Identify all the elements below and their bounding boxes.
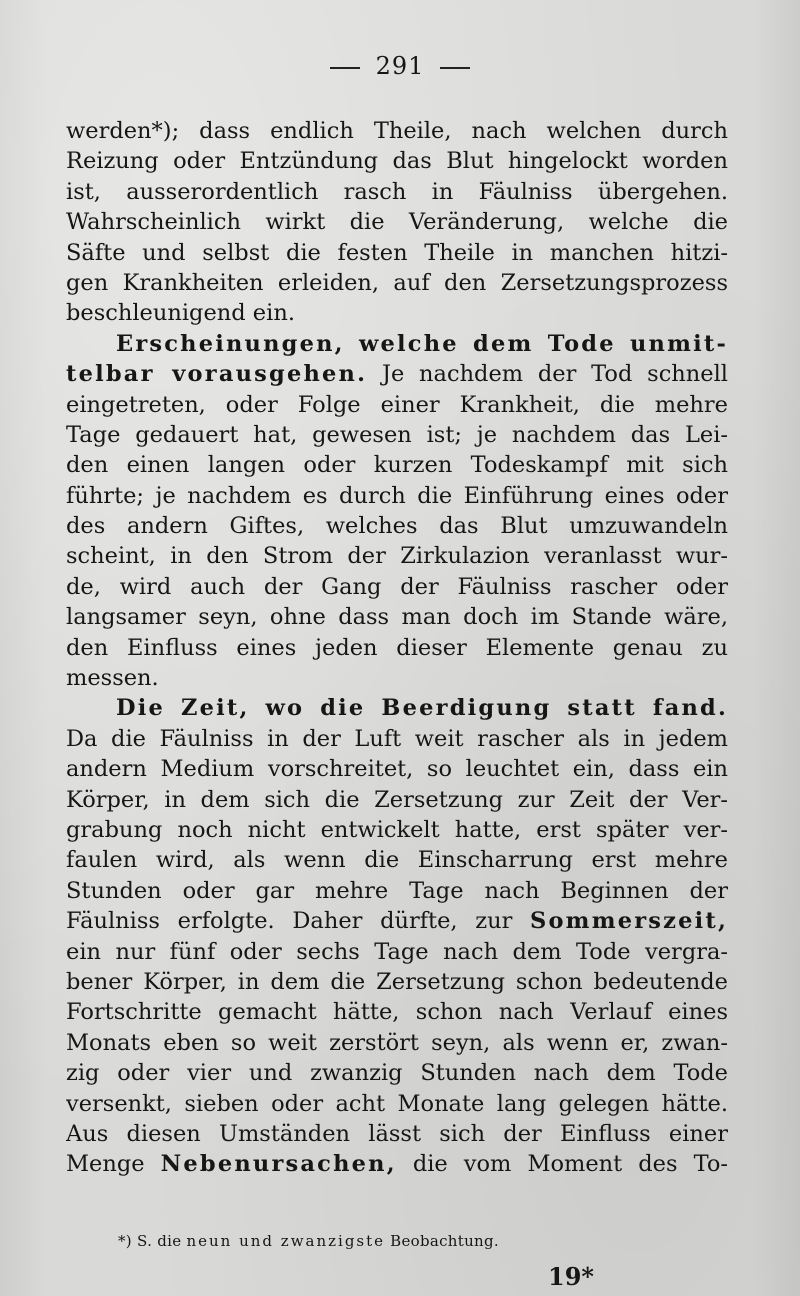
text-line: Tage gedauert hat, gewesen ist; je nachdem das Lei- — [66, 421, 728, 448]
header-dash-right — [440, 67, 470, 69]
text-line: ist, ausserordentlich rasch in Fäulniss übergehen. — [66, 178, 728, 205]
text-run: Menge — [66, 1151, 145, 1178]
text-line: eingetreten, oder Folge einer Krankheit, die mehre — [66, 391, 728, 418]
text-line: Monats eben so weit zerstört seyn, als wenn er, zwan- — [66, 1029, 728, 1056]
text-line: den einen langen oder kurzen Todeskampf mit sich — [66, 452, 728, 479]
text-line — [66, 906, 728, 936]
footnote — [118, 1232, 499, 1250]
printer-signature: 19* — [548, 1262, 594, 1291]
text-run: Fäulniss erfolgte. Daher dürfte, zur — [66, 908, 513, 935]
text-line: andern Medium vorschreitet, so leuchtet ein, dass ein — [66, 756, 728, 783]
footnote-marker: *) — [118, 1232, 132, 1250]
page-number: 291 — [375, 52, 425, 80]
text-line — [66, 693, 728, 723]
text-line: grabung noch nicht entwickelt hatte, erst später ver- — [66, 816, 728, 843]
text-run: die vom Moment des To- — [412, 1151, 728, 1178]
text-line: Stunden oder gar mehre Tage nach Beginnen der — [66, 877, 728, 904]
text-line: führte; je nachdem es durch die Einführung eines oder — [66, 482, 728, 509]
text-line: Wahrscheinlich wirkt die Veränderung, welche die — [66, 209, 728, 236]
text-line — [66, 359, 728, 389]
text-line: messen. — [66, 665, 159, 692]
text-line: Aus diesen Umständen lässt sich der Einfluss einer — [66, 1120, 728, 1147]
footnote-text: S. die — [137, 1232, 182, 1250]
text-line: beschleunigend ein. — [66, 300, 295, 327]
text-line: werden*); dass endlich Theile, nach welchen durch — [66, 118, 728, 144]
text-line: des andern Giftes, welches das Blut umzuwandeln — [66, 513, 728, 540]
footnote-emphasis: neun und zwanzigste — [186, 1232, 386, 1250]
paragraph-2 — [66, 329, 728, 694]
text-line: ein nur fünf oder sechs Tage nach dem Tode vergra- — [66, 938, 728, 965]
page-header — [0, 52, 800, 80]
text-line: den Einfluss eines jeden dieser Elemente genau zu — [66, 634, 728, 661]
text-line: versenkt, sieben oder acht Monate lang gelegen hätte. — [66, 1090, 728, 1117]
section-heading-cont: telbar vorausgehen. — [66, 361, 368, 388]
emphasis-term: Nebenursachen, — [160, 1151, 397, 1178]
text-line: faulen wird, als wenn die Einscharrung erst mehre — [66, 847, 728, 874]
footnote-text-end: Beobachtung. — [390, 1232, 499, 1250]
text-line: gen Krankheiten erleiden, auf den Zersetzungsprozess — [66, 269, 728, 296]
text-line: Fortschritte gemacht hätte, schon nach Verlauf eines — [66, 999, 728, 1026]
text-line — [66, 1149, 728, 1179]
text-line: bener Körper, in dem die Zersetzung schon bedeutende — [66, 968, 728, 995]
text-line: scheint, in den Strom der Zirkulazion veranlasst wur- — [66, 543, 728, 570]
text-line: zig oder vier und zwanzig Stunden nach dem Tode — [66, 1060, 728, 1087]
emphasis-term: Sommerszeit, — [530, 908, 728, 935]
text-line: Säfte und selbst die festen Theile in manchen hitzi- — [66, 239, 728, 266]
text-line: Da die Fäulniss in der Luft weit rascher als in jedem — [66, 725, 728, 752]
section-heading: Erscheinungen, welche dem Tode unmit- — [116, 330, 728, 357]
text-line: Reizung oder Entzündung das Blut hingelockt worden — [66, 148, 728, 175]
header-dash-left — [330, 67, 360, 69]
body-text — [66, 116, 728, 1180]
text-line — [66, 329, 728, 359]
text-line: langsamer seyn, ohne dass man doch im Stande wäre, — [66, 604, 728, 631]
text-run: Je nachdem der Tod schnell — [381, 361, 728, 388]
paragraph-1 — [66, 116, 728, 329]
paragraph-3 — [66, 693, 728, 1179]
text-line: de, wird auch der Gang der Fäulniss rascher oder — [66, 573, 728, 600]
section-heading: Die Zeit, wo die Beerdigung statt fand. — [116, 695, 728, 722]
text-line: Körper, in dem sich die Zersetzung zur Zeit der Ver- — [66, 786, 728, 813]
